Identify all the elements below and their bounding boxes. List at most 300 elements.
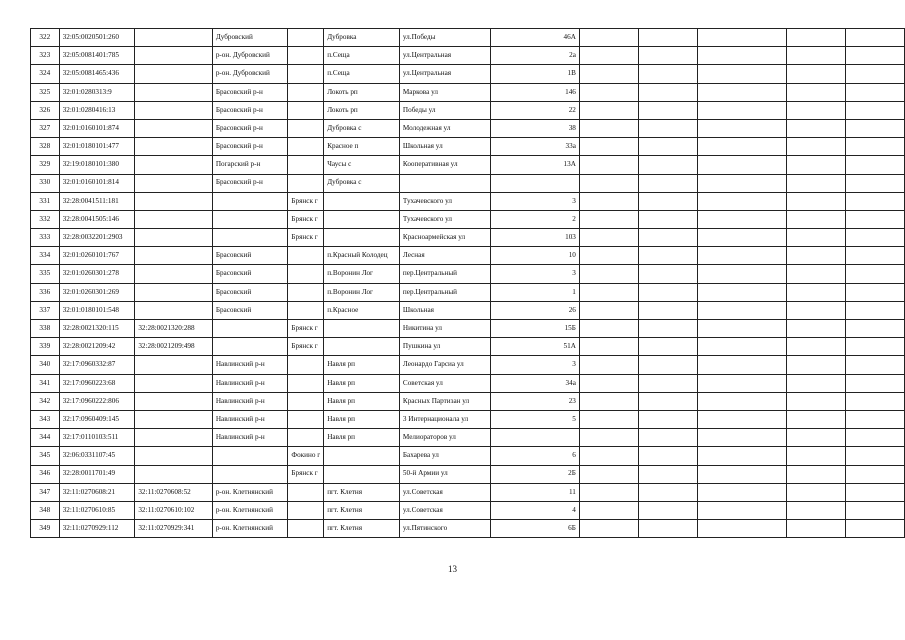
row-number-cell: 334 (31, 247, 60, 265)
extra-cell-5 (845, 138, 904, 156)
city-cell (288, 356, 324, 374)
extra-cell-5 (845, 283, 904, 301)
extra-cell-4 (787, 356, 845, 374)
extra-cell-2 (639, 283, 698, 301)
extra-cell-1 (579, 83, 638, 101)
extra-cell-1 (579, 210, 638, 228)
district-cell: Дубровский (212, 29, 288, 47)
extra-cell-1 (579, 483, 638, 501)
extra-cell-3 (698, 210, 787, 228)
extra-cell-4 (787, 283, 845, 301)
row-number-cell: 337 (31, 301, 60, 319)
extra-cell-4 (787, 119, 845, 137)
linked-cadastral-cell (135, 101, 213, 119)
house-number-cell: 4 (491, 501, 580, 519)
house-number-cell: 38 (491, 119, 580, 137)
district-cell: Брасовский р-н (212, 138, 288, 156)
settlement-cell: пгт. Клетня (324, 501, 400, 519)
extra-cell-1 (579, 392, 638, 410)
table-row (31, 465, 905, 483)
cadastral-number-cell: 32:28:0041511:181 (59, 192, 135, 210)
extra-cell-4 (787, 265, 845, 283)
city-cell: Брянск г (288, 192, 324, 210)
extra-cell-4 (787, 29, 845, 47)
extra-cell-2 (639, 465, 698, 483)
city-cell (288, 520, 324, 538)
extra-cell-3 (698, 374, 787, 392)
city-cell (288, 174, 324, 192)
city-cell (288, 429, 324, 447)
extra-cell-1 (579, 265, 638, 283)
linked-cadastral-cell (135, 301, 213, 319)
row-number-cell: 333 (31, 229, 60, 247)
city-cell (288, 47, 324, 65)
house-number-cell: 22 (491, 101, 580, 119)
street-cell: Мелиораторов ул (399, 429, 490, 447)
house-number-cell: 26 (491, 301, 580, 319)
settlement-cell: пгт. Клетня (324, 483, 400, 501)
extra-cell-3 (698, 483, 787, 501)
linked-cadastral-cell (135, 465, 213, 483)
house-number-cell: 1В (491, 65, 580, 83)
table-row (31, 101, 905, 119)
table-row (31, 483, 905, 501)
extra-cell-3 (698, 119, 787, 137)
settlement-cell: п.Воронин Лог (324, 265, 400, 283)
extra-cell-2 (639, 229, 698, 247)
street-cell: ул.Центральная (399, 65, 490, 83)
district-cell: Навлинский р-н (212, 356, 288, 374)
settlement-cell (324, 320, 400, 338)
extra-cell-1 (579, 138, 638, 156)
extra-cell-4 (787, 229, 845, 247)
city-cell (288, 374, 324, 392)
district-cell: р-он. Клетнянский (212, 483, 288, 501)
table-row (31, 374, 905, 392)
row-number-cell: 347 (31, 483, 60, 501)
row-number-cell: 328 (31, 138, 60, 156)
table-row (31, 356, 905, 374)
extra-cell-4 (787, 138, 845, 156)
extra-cell-5 (845, 301, 904, 319)
house-number-cell: 6Б (491, 520, 580, 538)
district-cell: Навлинский р-н (212, 429, 288, 447)
cadastral-number-cell: 32:01:0180101:548 (59, 301, 135, 319)
extra-cell-2 (639, 392, 698, 410)
house-number-cell: 3 (491, 356, 580, 374)
table-row (31, 174, 905, 192)
house-number-cell (491, 174, 580, 192)
extra-cell-2 (639, 410, 698, 428)
settlement-cell: пгт. Клетня (324, 520, 400, 538)
row-number-cell: 325 (31, 83, 60, 101)
linked-cadastral-cell (135, 83, 213, 101)
street-cell: Кооперативная ул (399, 156, 490, 174)
city-cell: Брянск г (288, 229, 324, 247)
extra-cell-3 (698, 247, 787, 265)
house-number-cell: 11 (491, 483, 580, 501)
linked-cadastral-cell (135, 229, 213, 247)
linked-cadastral-cell (135, 410, 213, 428)
extra-cell-5 (845, 338, 904, 356)
extra-cell-4 (787, 156, 845, 174)
cadastral-number-cell: 32:28:0041505:146 (59, 210, 135, 228)
district-cell: Брасовский (212, 247, 288, 265)
extra-cell-5 (845, 465, 904, 483)
row-number-cell: 331 (31, 192, 60, 210)
linked-cadastral-cell (135, 47, 213, 65)
row-number-cell: 339 (31, 338, 60, 356)
extra-cell-4 (787, 47, 845, 65)
street-cell: ул.Пятинского (399, 520, 490, 538)
cadastral-number-cell: 32:28:0021320:115 (59, 320, 135, 338)
house-number-cell: 15Б (491, 320, 580, 338)
house-number-cell: 10 (491, 247, 580, 265)
table-row (31, 83, 905, 101)
street-cell (399, 174, 490, 192)
linked-cadastral-cell (135, 265, 213, 283)
extra-cell-5 (845, 156, 904, 174)
table-row (31, 156, 905, 174)
street-cell: пер.Центральный (399, 283, 490, 301)
cadastral-number-cell: 32:17:0110103:511 (59, 429, 135, 447)
extra-cell-5 (845, 356, 904, 374)
cadastral-number-cell: 32:17:0960222:806 (59, 392, 135, 410)
linked-cadastral-cell (135, 119, 213, 137)
extra-cell-1 (579, 447, 638, 465)
extra-cell-5 (845, 29, 904, 47)
row-number-cell: 346 (31, 465, 60, 483)
extra-cell-3 (698, 356, 787, 374)
extra-cell-3 (698, 265, 787, 283)
extra-cell-4 (787, 374, 845, 392)
row-number-cell: 326 (31, 101, 60, 119)
extra-cell-5 (845, 101, 904, 119)
settlement-cell (324, 447, 400, 465)
district-cell (212, 192, 288, 210)
house-number-cell: 51А (491, 338, 580, 356)
house-number-cell: 33а (491, 138, 580, 156)
extra-cell-2 (639, 138, 698, 156)
linked-cadastral-cell (135, 374, 213, 392)
table-row (31, 410, 905, 428)
street-cell: ул.Центральная (399, 47, 490, 65)
cadastral-number-cell: 32:28:0032201:2903 (59, 229, 135, 247)
extra-cell-4 (787, 410, 845, 428)
street-cell: Советская ул (399, 374, 490, 392)
linked-cadastral-cell: 32:11:0270929:341 (135, 520, 213, 538)
extra-cell-3 (698, 392, 787, 410)
linked-cadastral-cell (135, 392, 213, 410)
table-row (31, 47, 905, 65)
extra-cell-1 (579, 47, 638, 65)
extra-cell-5 (845, 47, 904, 65)
extra-cell-4 (787, 192, 845, 210)
linked-cadastral-cell (135, 138, 213, 156)
extra-cell-2 (639, 265, 698, 283)
extra-cell-3 (698, 47, 787, 65)
city-cell: Брянск г (288, 338, 324, 356)
settlement-cell: Навля рп (324, 392, 400, 410)
row-number-cell: 345 (31, 447, 60, 465)
street-cell: Красноармейская ул (399, 229, 490, 247)
house-number-cell: 23 (491, 392, 580, 410)
settlement-cell: Дубровка с (324, 119, 400, 137)
extra-cell-1 (579, 283, 638, 301)
street-cell: Пушкина ул (399, 338, 490, 356)
row-number-cell: 323 (31, 47, 60, 65)
table-row (31, 283, 905, 301)
city-cell (288, 301, 324, 319)
street-cell: Школьная ул (399, 138, 490, 156)
street-cell: Молодежная ул (399, 119, 490, 137)
row-number-cell: 348 (31, 501, 60, 519)
settlement-cell: Дубровка с (324, 174, 400, 192)
house-number-cell: 13А (491, 156, 580, 174)
row-number-cell: 341 (31, 374, 60, 392)
street-cell: пер.Центральный (399, 265, 490, 283)
extra-cell-3 (698, 410, 787, 428)
extra-cell-1 (579, 65, 638, 83)
extra-cell-5 (845, 429, 904, 447)
extra-cell-3 (698, 29, 787, 47)
city-cell (288, 283, 324, 301)
extra-cell-3 (698, 338, 787, 356)
row-number-cell: 343 (31, 410, 60, 428)
linked-cadastral-cell (135, 29, 213, 47)
street-cell: Красных Партизан ул (399, 392, 490, 410)
street-cell: Никитина ул (399, 320, 490, 338)
street-cell: Тухачевского ул (399, 192, 490, 210)
page-number: 13 (448, 564, 457, 574)
city-cell (288, 483, 324, 501)
district-cell (212, 338, 288, 356)
city-cell: Брянск г (288, 320, 324, 338)
extra-cell-1 (579, 29, 638, 47)
district-cell: Брасовский (212, 265, 288, 283)
house-number-cell: 3 (491, 192, 580, 210)
extra-cell-4 (787, 520, 845, 538)
linked-cadastral-cell (135, 156, 213, 174)
city-cell (288, 410, 324, 428)
city-cell (288, 392, 324, 410)
extra-cell-3 (698, 283, 787, 301)
city-cell (288, 101, 324, 119)
cadastral-number-cell: 32:01:0160101:874 (59, 119, 135, 137)
extra-cell-4 (787, 320, 845, 338)
extra-cell-1 (579, 229, 638, 247)
cadastral-number-cell: 32:05:0081401:785 (59, 47, 135, 65)
street-cell: Маркова ул (399, 83, 490, 101)
extra-cell-5 (845, 229, 904, 247)
house-number-cell: 2Б (491, 465, 580, 483)
cadastral-number-cell: 32:28:0011701:49 (59, 465, 135, 483)
extra-cell-2 (639, 192, 698, 210)
linked-cadastral-cell (135, 429, 213, 447)
extra-cell-4 (787, 83, 845, 101)
extra-cell-2 (639, 174, 698, 192)
settlement-cell: Локоть рп (324, 83, 400, 101)
settlement-cell: Навля рп (324, 410, 400, 428)
extra-cell-3 (698, 301, 787, 319)
row-number-cell: 324 (31, 65, 60, 83)
extra-cell-4 (787, 301, 845, 319)
cadastral-number-cell: 32:17:0960409:145 (59, 410, 135, 428)
extra-cell-3 (698, 320, 787, 338)
extra-cell-2 (639, 520, 698, 538)
extra-cell-3 (698, 174, 787, 192)
house-number-cell: 146 (491, 83, 580, 101)
table-row (31, 338, 905, 356)
cadastral-number-cell: 32:01:0160101:814 (59, 174, 135, 192)
linked-cadastral-cell (135, 283, 213, 301)
cadastral-number-cell: 32:06:0331107:45 (59, 447, 135, 465)
district-cell: Брасовский р-н (212, 174, 288, 192)
city-cell (288, 247, 324, 265)
house-number-cell: 6 (491, 447, 580, 465)
table-row (31, 392, 905, 410)
city-cell (288, 156, 324, 174)
settlement-cell: Красное п (324, 138, 400, 156)
settlement-cell (324, 210, 400, 228)
extra-cell-4 (787, 465, 845, 483)
row-number-cell: 336 (31, 283, 60, 301)
district-cell: р-он. Дубровский (212, 47, 288, 65)
extra-cell-3 (698, 83, 787, 101)
linked-cadastral-cell (135, 65, 213, 83)
extra-cell-3 (698, 156, 787, 174)
street-cell: 50-й Армии ул (399, 465, 490, 483)
linked-cadastral-cell: 32:28:0021320:288 (135, 320, 213, 338)
table-row (31, 320, 905, 338)
row-number-cell: 349 (31, 520, 60, 538)
extra-cell-1 (579, 410, 638, 428)
cadastral-number-cell: 32:11:0270610:85 (59, 501, 135, 519)
street-cell: ул.Советская (399, 501, 490, 519)
street-cell: Бахарева ул (399, 447, 490, 465)
registry-table (30, 28, 905, 538)
district-cell: р-он. Клетнянский (212, 520, 288, 538)
extra-cell-5 (845, 374, 904, 392)
district-cell: Навлинский р-н (212, 410, 288, 428)
row-number-cell: 338 (31, 320, 60, 338)
extra-cell-3 (698, 101, 787, 119)
settlement-cell: п.Красный Колодец (324, 247, 400, 265)
district-cell: р-он. Клетнянский (212, 501, 288, 519)
cadastral-number-cell: 32:01:0260101:767 (59, 247, 135, 265)
extra-cell-5 (845, 501, 904, 519)
city-cell: Фокино г (288, 447, 324, 465)
table-row (31, 447, 905, 465)
extra-cell-1 (579, 356, 638, 374)
extra-cell-4 (787, 501, 845, 519)
house-number-cell: 103 (491, 229, 580, 247)
extra-cell-2 (639, 47, 698, 65)
extra-cell-5 (845, 174, 904, 192)
extra-cell-5 (845, 483, 904, 501)
extra-cell-1 (579, 465, 638, 483)
street-cell: Тухачевского ул (399, 210, 490, 228)
house-number-cell: 46А (491, 29, 580, 47)
extra-cell-4 (787, 483, 845, 501)
extra-cell-3 (698, 429, 787, 447)
extra-cell-5 (845, 392, 904, 410)
table-row (31, 247, 905, 265)
table-row (31, 65, 905, 83)
settlement-cell: п.Воронин Лог (324, 283, 400, 301)
settlement-cell: п.Сеща (324, 65, 400, 83)
cadastral-number-cell: 32:05:0020501:260 (59, 29, 135, 47)
settlement-cell: Дубровка (324, 29, 400, 47)
extra-cell-5 (845, 447, 904, 465)
settlement-cell (324, 465, 400, 483)
cadastral-number-cell: 32:01:0180101:477 (59, 138, 135, 156)
row-number-cell: 340 (31, 356, 60, 374)
district-cell: Брасовский р-н (212, 101, 288, 119)
street-cell: 3 Интернационала ул (399, 410, 490, 428)
table-row (31, 192, 905, 210)
city-cell (288, 265, 324, 283)
table-row (31, 138, 905, 156)
settlement-cell: Навля рп (324, 356, 400, 374)
street-cell: Леонардо Гарсиа ул (399, 356, 490, 374)
table-row (31, 229, 905, 247)
city-cell (288, 65, 324, 83)
city-cell (288, 29, 324, 47)
district-cell: Навлинский р-н (212, 374, 288, 392)
extra-cell-4 (787, 447, 845, 465)
cadastral-number-cell: 32:28:0021209:42 (59, 338, 135, 356)
row-number-cell: 335 (31, 265, 60, 283)
extra-cell-2 (639, 83, 698, 101)
district-cell: Брасовский р-н (212, 83, 288, 101)
extra-cell-2 (639, 119, 698, 137)
city-cell (288, 501, 324, 519)
extra-cell-5 (845, 320, 904, 338)
extra-cell-5 (845, 65, 904, 83)
house-number-cell: 5 (491, 410, 580, 428)
extra-cell-3 (698, 229, 787, 247)
extra-cell-5 (845, 210, 904, 228)
street-cell: ул.Победы (399, 29, 490, 47)
extra-cell-4 (787, 429, 845, 447)
extra-cell-2 (639, 156, 698, 174)
cadastral-number-cell: 32:05:0081465:436 (59, 65, 135, 83)
registry-body (31, 29, 905, 538)
house-number-cell: 34а (491, 374, 580, 392)
street-cell: Лесная (399, 247, 490, 265)
table-row (31, 501, 905, 519)
city-cell: Брянск г (288, 465, 324, 483)
district-cell: Брасовский (212, 283, 288, 301)
extra-cell-1 (579, 374, 638, 392)
table-row (31, 429, 905, 447)
extra-cell-5 (845, 247, 904, 265)
extra-cell-2 (639, 320, 698, 338)
settlement-cell (324, 229, 400, 247)
extra-cell-5 (845, 119, 904, 137)
house-number-cell (491, 429, 580, 447)
district-cell: Брасовский р-н (212, 119, 288, 137)
extra-cell-1 (579, 338, 638, 356)
extra-cell-3 (698, 520, 787, 538)
table-row (31, 210, 905, 228)
extra-cell-4 (787, 174, 845, 192)
table-row (31, 29, 905, 47)
row-number-cell: 344 (31, 429, 60, 447)
district-cell (212, 465, 288, 483)
extra-cell-2 (639, 210, 698, 228)
